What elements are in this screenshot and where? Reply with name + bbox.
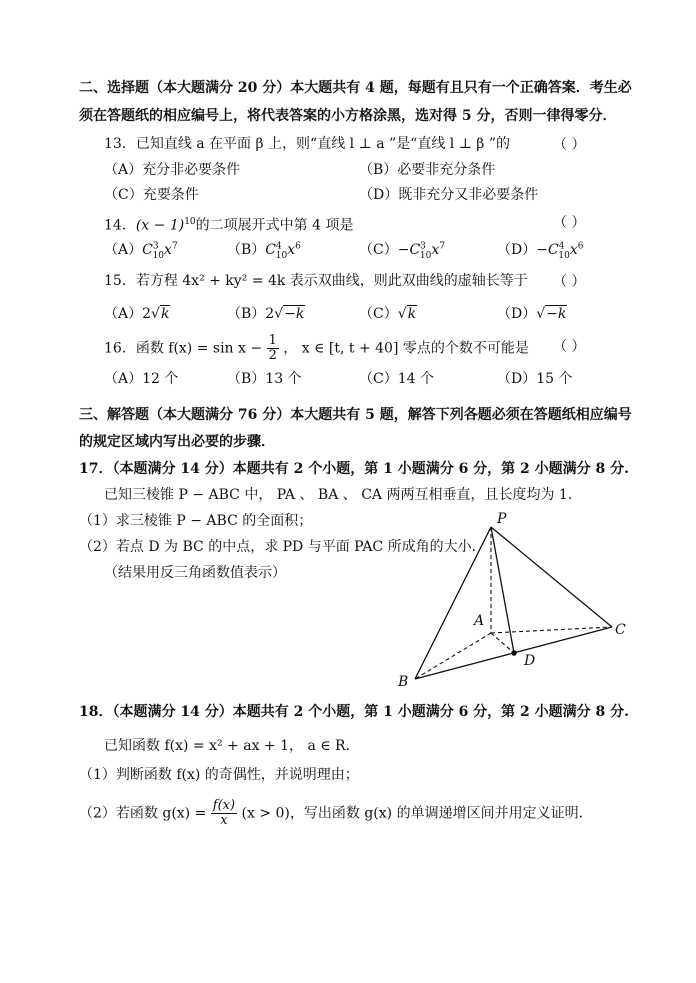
q18-heading: 18．（本题满分 14 分）本题共有 2 个小题，第 1 小题满分 6 分，第 2 小题满分 8 分. bbox=[79, 704, 630, 720]
q17-note: （结果用反三角函数值表示） bbox=[104, 565, 286, 581]
q13-option-c: （C）充要条件 bbox=[104, 187, 199, 203]
q14-option-d: $(D)-C^4_{10}x^6$ bbox=[497, 241, 584, 261]
q13-option-b: （B）必要非充分条件 bbox=[359, 162, 496, 178]
section2-heading-line2: 须在答题纸的相应编号上，将代表答案的小方格涂黑，选对得 5 分，否则一律得零分． bbox=[79, 108, 617, 124]
q14-binomial: (x − 1) bbox=[135, 217, 185, 234]
q18-fraction: $\frac{f(x)}{x}$ bbox=[212, 798, 236, 828]
q15-option-b: （B）2√−k bbox=[227, 306, 305, 322]
q14-stem bbox=[104, 212, 353, 236]
q15-option-a: （A）2√k bbox=[104, 306, 170, 322]
q14-answer-bracket: （ ） bbox=[553, 215, 586, 231]
q14-option-b: $(B)C^4_{10}x^6$ bbox=[227, 241, 301, 261]
q14-number: 14． bbox=[104, 217, 136, 234]
q17-part2: （2）若点 D 为 BC 的中点，求 PD 与平面 PAC 所成角的大小． bbox=[79, 539, 486, 555]
section3-heading-line1: 三、解答题（本大题满分 76 分）本大题共有 5 题，解答下列各题必须在答题纸相应编号 bbox=[79, 407, 632, 423]
section3-heading-line2: 的规定区域内写出必要的步骤． bbox=[79, 434, 275, 450]
q16-fraction: $\frac{1}{2}$ bbox=[268, 333, 277, 363]
q15-answer-bracket: （ ） bbox=[553, 274, 586, 290]
q17-given: 已知三棱锥 P − ABC 中， PA 、 BA 、 CA 两两互相垂直，且长度均为 1． bbox=[104, 487, 582, 503]
q18-part2: （2）若函数 g(x) = $\frac{f(x)}{x}$ (x > 0)，写出函数 g(x) 的单调递增区间并用定义证明． bbox=[79, 798, 593, 828]
edge-pc bbox=[491, 527, 612, 627]
label-a: A bbox=[474, 613, 485, 629]
label-d: D bbox=[524, 653, 536, 669]
q14-exponent: 10 bbox=[184, 217, 196, 227]
pyramid-figure bbox=[390, 505, 640, 695]
q13-option-d: （D）既非充分又非必要条件 bbox=[359, 187, 539, 203]
q18-part1: （1）判断函数 f(x) 的奇偶性，并说明理由； bbox=[79, 767, 359, 783]
q14-option-a: $(A)C^3_{10}x^7$ bbox=[104, 241, 178, 261]
segment-pd bbox=[491, 527, 514, 653]
q13-option-a: （A）充分非必要条件 bbox=[104, 162, 241, 178]
q15-option-d: （D）√−k bbox=[497, 306, 567, 322]
q13-answer-bracket: （ ） bbox=[553, 137, 586, 153]
q16-stem: 16．函数 f(x) = sin x − $\frac{1}{2}$ ， x ∈ [t, t + 40] 零点的个数不可能是 bbox=[104, 333, 529, 363]
label-b: B bbox=[398, 674, 409, 690]
q18-given: 已知函数 f(x) = x² + ax + 1， a ∈ R． bbox=[104, 738, 360, 754]
q15-option-c: （C）√k bbox=[359, 306, 417, 322]
q17-heading: 17．（本题满分 14 分）本题共有 2 个小题，第 1 小题满分 6 分，第 2 小题满分 8 分. bbox=[79, 461, 630, 477]
section2-heading-line1: 二、选择题（本大题满分 20 分）本大题共有 4 题，每题有且只有一个正确答案．考生必 bbox=[79, 80, 632, 96]
q14-stem-text: 的二项展开式中第 4 项是 bbox=[195, 217, 354, 234]
q13-stem: 13．已知直线 a 在平面 β 上，则“直线 l ⊥ a ”是“直线 l ⊥ β ”的 bbox=[104, 136, 511, 152]
q16-option-a: （A）12 个 bbox=[104, 371, 179, 387]
q16-option-d: （D）15 个 bbox=[497, 371, 573, 387]
label-p: P bbox=[497, 511, 507, 527]
q16-option-b: （B）13 个 bbox=[227, 371, 302, 387]
q14-option-c: $(C)-C^3_{10}x^7$ bbox=[359, 241, 445, 261]
label-c: C bbox=[615, 622, 626, 638]
q15-stem: 15．若方程 4x² + ky² = 4k 表示双曲线，则此双曲线的虚轴长等于 bbox=[104, 273, 528, 289]
q17-part1: （1）求三棱锥 P − ABC 的全面积； bbox=[79, 513, 313, 529]
q16-answer-bracket: （ ） bbox=[553, 339, 586, 355]
point-d bbox=[511, 650, 517, 656]
q16-option-c: （C）14 个 bbox=[359, 371, 434, 387]
